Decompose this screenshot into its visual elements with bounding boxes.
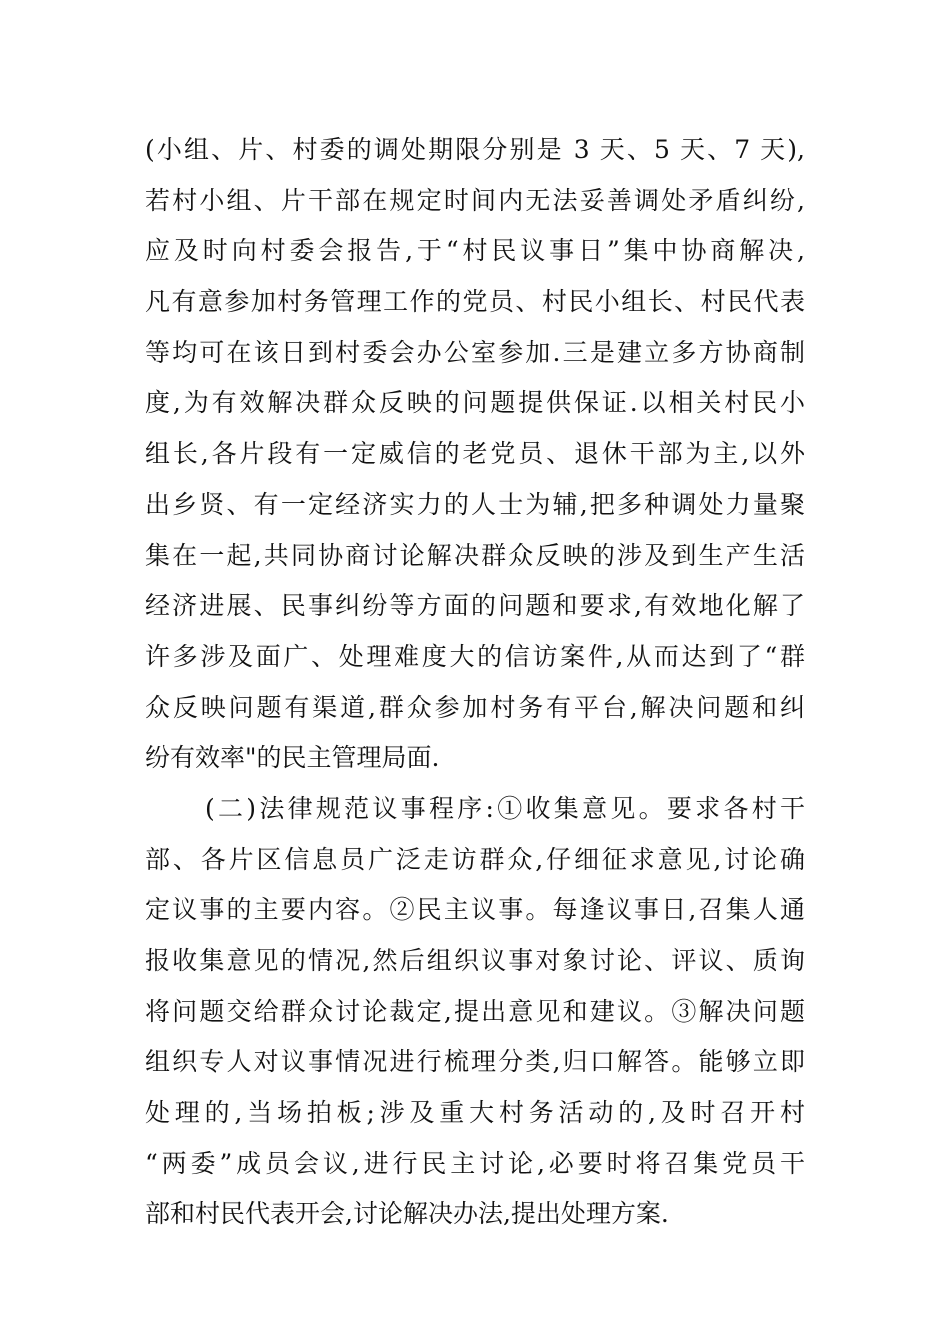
text-line: 等均可在该日到村委会办公室参加.三是建立多方协商制	[145, 337, 805, 367]
text-line: 组长,各片段有一定威信的老党员、退休干部为主,以外	[145, 439, 805, 469]
text-line: 众反映问题有渠道,群众参加村务有平台,解决问题和纠	[145, 692, 805, 722]
text-line: 将问题交给群众讨论裁定,提出意见和建议。③解决问题	[145, 996, 805, 1026]
text-line: 度,为有效解决群众反映的问题提供保证.以相关村民小	[145, 388, 805, 418]
text-line: 凡有意参加村务管理工作的党员、村民小组长、村民代表	[145, 287, 805, 317]
text-line: 部、各片区信息员广泛走访群众,仔细征求意见,讨论确	[145, 844, 805, 874]
text-line: 许多涉及面广、处理难度大的信访案件,从而达到了“群	[145, 641, 805, 671]
text-line: 部和村民代表开会,讨论解决办法,提出处理方案.	[145, 1199, 669, 1229]
text-line: 应及时向村委会报告,于“村民议事日”集中协商解决,	[145, 236, 805, 266]
text-line: 处理的,当场拍板;涉及重大村务活动的,及时召开村	[145, 1098, 805, 1128]
text-line: (二)法律规范议事程序:①收集意见。要求各村干	[205, 793, 805, 823]
text-line: 报收集意见的情况,然后组织议事对象讨论、评议、质询	[145, 946, 805, 975]
text-line: “两委”成员会议,进行民主讨论,必要时将召集党员干	[145, 1148, 805, 1178]
text-line: 若村小组、片干部在规定时间内无法妥善调处矛盾纠纷,	[145, 185, 805, 215]
text-line: (小组、片、村委的调处期限分别是 3 天、5 天、7 天),	[145, 135, 805, 164]
text-line: 纷有效率"的民主管理局面.	[145, 743, 440, 773]
text-line: 集在一起,共同协商讨论解决群众反映的涉及到生产生活	[145, 540, 805, 570]
document-body	[145, 125, 805, 1240]
text-line: 经济进展、民事纠纷等方面的问题和要求,有效地化解了	[145, 591, 805, 621]
text-line: 出乡贤、有一定经济实力的人士为辅,把多种调处力量聚	[145, 489, 805, 519]
text-line: 组织专人对议事情况进行梳理分类,归口解答。能够立即	[145, 1047, 805, 1077]
text-line: 定议事的主要内容。②民主议事。每逢议事日,召集人通	[145, 895, 805, 925]
